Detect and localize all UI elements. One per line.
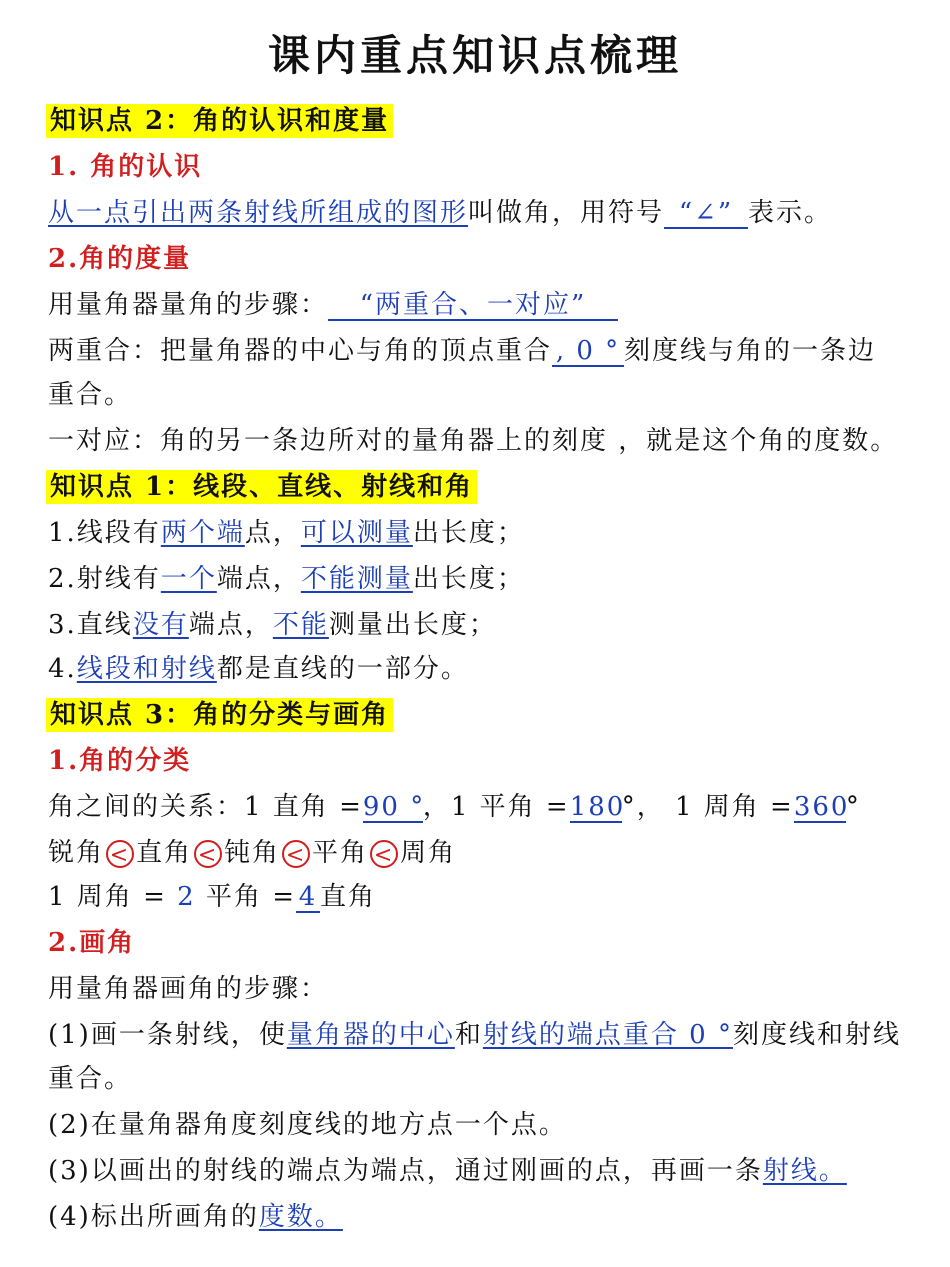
draw-step-2: (2)在量角器角度刻度线的地方点一个点。 bbox=[48, 1110, 567, 1140]
less-than-circle: < bbox=[282, 840, 310, 868]
straight-angle-blank: 180 bbox=[569, 792, 626, 822]
overlap-rule: 两重合：把量角器的中心与角的顶点重合 , 0 ° 刻度线与角的一条边 bbox=[48, 336, 877, 366]
draw-steps-intro: 用量角器画角的步骤： bbox=[48, 974, 329, 1004]
page-title: 课内重点知识点梳理 bbox=[267, 31, 682, 80]
less-than-circle: < bbox=[194, 840, 222, 868]
kp3-heading: 知识点 3：角的分类与画角 bbox=[48, 698, 393, 732]
kp2-heading: 知识点 2：角的认识和度量 bbox=[48, 104, 393, 138]
correspond-rule: 一对应：角的另一条边所对的量角器上的刻度 ，就是这个角的度数。 bbox=[48, 426, 899, 456]
draw-step-3: (3)以画出的射线的端点为端点，通过刚画的点，再画一条射线。 bbox=[48, 1156, 847, 1186]
right-angle-blank: 90 ° bbox=[362, 792, 426, 822]
ray-line: 2.射线有一个端点，不能测量出长度； bbox=[48, 564, 525, 594]
kp1-heading: 知识点 1：线段、直线、射线和角 bbox=[48, 470, 477, 504]
kp2-s1-title: 1. 角的认识 bbox=[48, 152, 203, 182]
full-angle-equation: 1 周角 = 2 平角 = 4 直角 bbox=[48, 882, 377, 912]
kp3-s2-title: 2.画角 bbox=[48, 928, 136, 958]
less-than-circle: < bbox=[106, 840, 134, 868]
draw-step-1: (1)画一条射线，使量角器的中心和射线的端点重合 0 °刻度线和射线 bbox=[48, 1020, 901, 1050]
eq-answer-1: 2 bbox=[177, 882, 196, 912]
measure-steps: 用量角器量角的步骤： “两重合、一对应” bbox=[48, 288, 618, 322]
straight-line: 3.直线没有端点，不能测量出长度； bbox=[48, 610, 497, 640]
overlap-rule-cont: 重合。 bbox=[48, 380, 133, 410]
angle-definition: 从一点引出两条射线所组成的图形叫做角，用符号 “∠” 表示。 bbox=[48, 198, 833, 228]
angle-relations: 角之间的关系：1 直角 =90 °，1 平角 =180°， 1 周角 =360° bbox=[48, 792, 861, 822]
less-than-circle: < bbox=[370, 840, 398, 868]
kp3-s1-title: 1.角的分类 bbox=[48, 746, 192, 776]
part-of-line: 4.线段和射线都是直线的一部分。 bbox=[48, 654, 469, 684]
steps-blank: “两重合、一对应” bbox=[328, 291, 618, 321]
full-angle-blank: 360 bbox=[793, 792, 850, 822]
kp2-s2-title: 2.角的度量 bbox=[48, 244, 192, 274]
eq-answer-2: 4 bbox=[296, 883, 320, 913]
definition-answer: 从一点引出两条射线所组成的图形 bbox=[48, 198, 469, 228]
angle-order: 锐角 < 直角 < 钝角 < 平角 < 周角 bbox=[48, 838, 457, 868]
draw-step-1-cont: 重合。 bbox=[48, 1064, 133, 1094]
draw-step-4: (4)标出所画角的度数。 bbox=[48, 1202, 343, 1232]
angle-symbol-blank: “∠” bbox=[664, 199, 748, 229]
zero-degree-blank: , 0 ° bbox=[552, 337, 624, 367]
segment-line: 1.线段有两个端点，可以测量出长度； bbox=[48, 518, 525, 548]
